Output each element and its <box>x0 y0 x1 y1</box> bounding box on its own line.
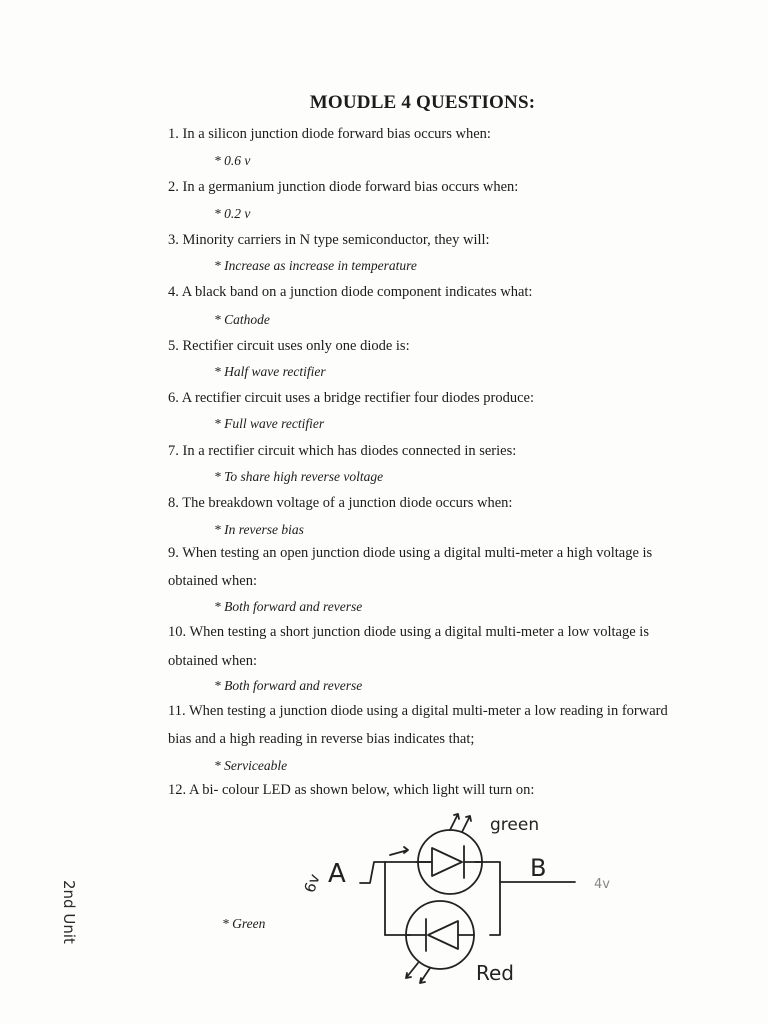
red-emission-arrow-2 <box>420 968 430 983</box>
question-9: 9. When testing an open junction diode using a digital multi-meter a high voltage is <box>168 545 653 561</box>
label-4v: 4v <box>594 877 610 892</box>
question-2: 2. In a germanium junction diode forward bias occurs when: <box>168 179 519 195</box>
answer-9: * Both forward and reverse <box>214 599 363 614</box>
bicolour-led-circuit <box>290 800 690 1000</box>
answer-2: * 0.2 v <box>214 206 251 221</box>
label-red: Red <box>476 961 514 985</box>
question-3: 3. Minority carriers in N type semiconductor, they will: <box>168 232 490 248</box>
question-11-cont: bias and a high reading in reverse bias indicates that; <box>168 731 475 747</box>
answer-11: * Serviceable <box>214 758 288 773</box>
question-6: 6. A rectifier circuit uses a bridge rectifier four diodes produce: <box>168 390 534 406</box>
margin-handwritten-note: 2nd Unit <box>60 880 78 944</box>
answer-5: * Half wave rectifier <box>214 364 326 379</box>
red-diode-triangle <box>428 921 458 949</box>
answer-6: * Full wave rectifier <box>214 416 325 431</box>
question-10: 10. When testing a short junction diode using a digital multi-meter a low voltage is <box>168 624 649 640</box>
question-11: 11. When testing a junction diode using a digital multi-meter a low reading in forward <box>168 703 668 719</box>
green-emission-arrow-2 <box>462 816 471 832</box>
question-5: 5. Rectifier circuit uses only one diode is: <box>168 338 410 354</box>
question-12: 12. A bi- colour LED as shown below, which light will turn on: <box>168 782 535 798</box>
green-emission-arrow-1 <box>450 814 459 830</box>
label-green: green <box>490 815 540 835</box>
answer-8: * In reverse bias <box>214 522 304 537</box>
input-arrow <box>390 847 408 855</box>
question-7: 7. In a rectifier circuit which has diodes connected in series: <box>168 443 517 459</box>
question-10-cont: obtained when: <box>168 653 257 669</box>
label-a: A <box>328 859 346 889</box>
answer-1: * 0.6 v <box>214 153 251 168</box>
input-wire <box>360 862 385 883</box>
answer-10: * Both forward and reverse <box>214 678 363 693</box>
red-emission-arrow-1 <box>406 963 418 978</box>
answer-4: * Cathode <box>214 312 270 327</box>
question-9-cont: obtained when: <box>168 573 257 589</box>
question-4: 4. A black band on a junction diode component indicates what: <box>168 284 533 300</box>
label-6v: 6v <box>300 871 324 896</box>
page-title: MOUDLE 4 QUESTIONS: <box>309 92 536 113</box>
question-1: 1. In a silicon junction diode forward bias occurs when: <box>168 126 491 142</box>
label-b: B <box>530 854 547 882</box>
answer-12: * Green <box>222 916 266 931</box>
answer-3: * Increase as increase in temperature <box>214 258 417 273</box>
question-8: 8. The breakdown voltage of a junction diode occurs when: <box>168 495 513 511</box>
bottom-branch-right <box>490 882 500 935</box>
green-diode-triangle <box>432 848 462 876</box>
answer-7: * To share high reverse voltage <box>214 469 384 484</box>
top-branch-right <box>475 862 575 882</box>
